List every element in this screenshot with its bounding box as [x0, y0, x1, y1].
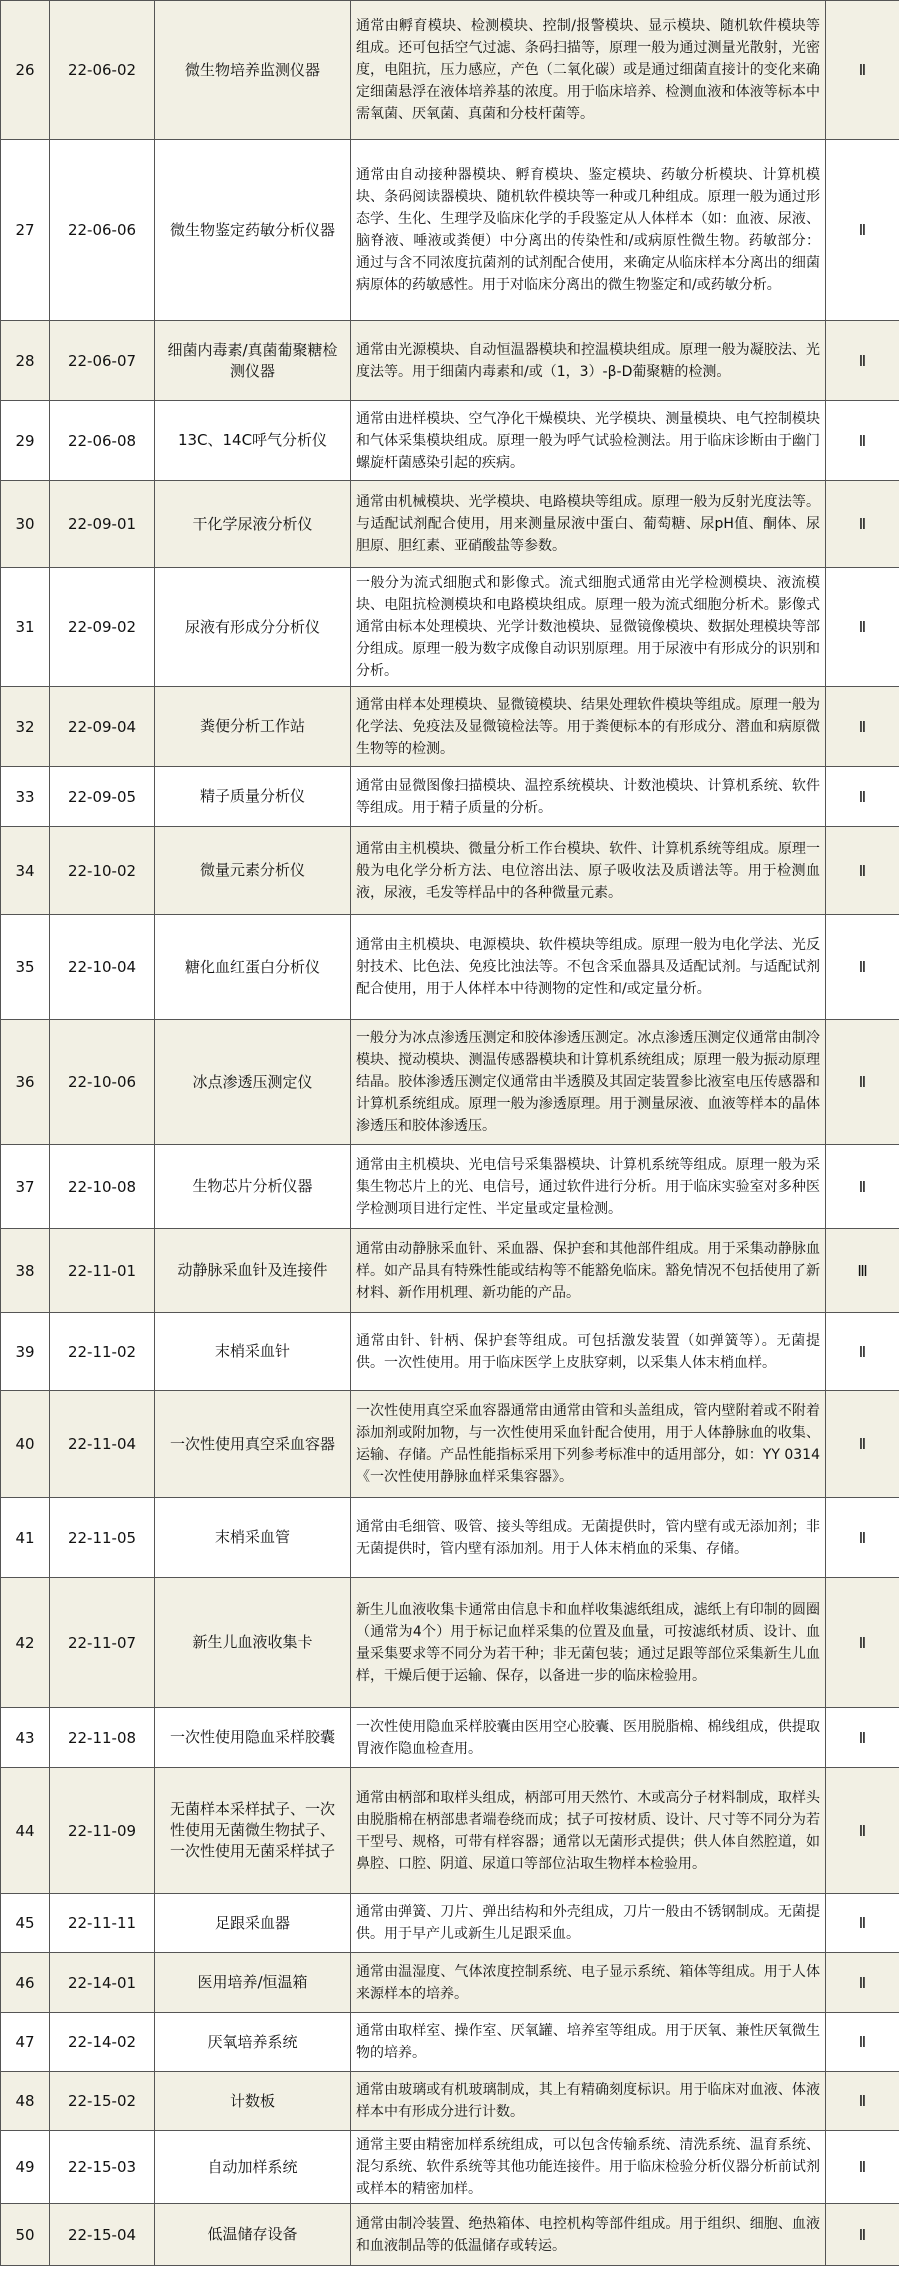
product-description: 通常由动静脉采血针、采血器、保护套和其他部件组成。用于采集动静脉血样。如产品具有特殊性能或结构等不能豁免临床。豁免情况不包括使用了新材料、新作用机理、新功能的产品。: [351, 1229, 826, 1313]
product-description: 通常由主机模块、微量分析工作台模块、软件、计算机系统等组成。原理一般为电化学分析方法、电位溶出法、原子吸收法及质谱法等。用于检测血液，尿液，毛发等样品中的各种微量元素。: [351, 827, 826, 915]
row-number: 46: [1, 1953, 50, 2013]
management-class: Ⅱ: [826, 1313, 899, 1391]
product-description: 通常由针、针柄、保护套等组成。可包括激发装置（如弹簧等）。无菌提供。一次性使用。用于临床医学上皮肤穿刺，以采集人体末梢血样。: [351, 1313, 826, 1391]
category-code: 22-11-09: [50, 1768, 155, 1894]
management-class: Ⅱ: [826, 1953, 899, 2013]
product-name: 糖化血红蛋白分析仪: [155, 915, 351, 1020]
product-description: 通常由机械模块、光学模块、电路模块等组成。原理一般为反射光度法等。与适配试剂配合使用，用来测量尿液中蛋白、葡萄糖、尿pH值、酮体、尿胆原、胆红素、亚硝酸盐等参数。: [351, 481, 826, 568]
row-number: 38: [1, 1229, 50, 1313]
table-row: [1, 568, 899, 687]
product-name: 尿液有形成分分析仪: [155, 568, 351, 687]
product-description: 一次性使用真空采血容器通常由通常由管和头盖组成，管内壁附着或不附着添加剂或附加物，与一次性使用采血针配合使用，用于人体静脉血的收集、运输、存储。产品性能指标采用下列参考标准中的适用部分，如：YY 0314《一次性使用静脉血样采集容器》。: [351, 1391, 826, 1498]
row-number: 32: [1, 687, 50, 767]
management-class: Ⅱ: [826, 1145, 899, 1229]
row-number: 40: [1, 1391, 50, 1498]
product-description: 通常由孵育模块、检测模块、控制/报警模块、显示模块、随机软件模块等组成。还可包括空气过滤、条码扫描等，原理一般为通过测量光散射，光密度，电阻抗，压力感应，产色（二氧化碳）或是通过细菌直接计的变化来确定细菌悬浮在液体培养基的浓度。用于临床培养、检测血液和体液等标本中需氧菌、厌氧菌、真菌和分枝杆菌等。: [351, 1, 826, 140]
table-row: [1, 827, 899, 915]
table-row: [1, 481, 899, 568]
row-number: 44: [1, 1768, 50, 1894]
product-name: 无菌样本采样拭子、一次性使用无菌微生物拭子、一次性使用无菌采样拭子: [155, 1768, 351, 1894]
row-number: 48: [1, 2072, 50, 2131]
category-code: 22-14-02: [50, 2013, 155, 2072]
product-name: 足跟采血器: [155, 1894, 351, 1953]
management-class: Ⅱ: [826, 1894, 899, 1953]
product-description: 一般分为流式细胞式和影像式。流式细胞式通常由光学检测模块、液流模块、电阻抗检测模块和电路模块组成。原理一般为流式细胞分析术。影像式通常由标本处理模块、光学计数池模块、显微镜像模块、数据处理模块等部分组成。原理一般为数字成像自动识别原理。用于尿液中有形成分的识别和分析。: [351, 568, 826, 687]
table-row: [1, 140, 899, 321]
management-class: Ⅱ: [826, 401, 899, 481]
product-name: 微量元素分析仪: [155, 827, 351, 915]
row-number: 49: [1, 2131, 50, 2204]
category-code: 22-11-02: [50, 1313, 155, 1391]
product-description: 通常由光源模块、自动恒温器模块和控温模块组成。原理一般为凝胶法、光度法等。用于细菌内毒素和/或（1，3）-β-D葡聚糖的检测。: [351, 321, 826, 401]
product-description: 通常由弹簧、刀片、弹出结构和外壳组成，刀片一般由不锈钢制成。无菌提供。用于早产儿或新生儿足跟采血。: [351, 1894, 826, 1953]
row-number: 50: [1, 2204, 50, 2266]
product-name: 计数板: [155, 2072, 351, 2131]
management-class: Ⅲ: [826, 1229, 899, 1313]
table-row: [1, 401, 899, 481]
category-code: 22-10-04: [50, 915, 155, 1020]
product-description: 一般分为冰点渗透压测定和胶体渗透压测定。冰点渗透压测定仪通常由制冷模块、搅动模块、测温传感器模块和计算机系统组成；原理一般为振动原理结晶。胶体渗透压测定仪通常由半透膜及其固定装置参比液室电压传感器和计算机系统组成。原理一般为渗透原理。用于测量尿液、血液等样本的晶体渗透压和胶体渗透压。: [351, 1020, 826, 1145]
product-description: 通常由主机模块、电源模块、软件模块等组成。原理一般为电化学法、光反射技术、比色法、免疫比浊法等。不包含采血器具及适配试剂。与适配试剂配合使用，用于人体样本中待测物的定性和/或定量分析。: [351, 915, 826, 1020]
management-class: Ⅱ: [826, 2072, 899, 2131]
table-row: [1, 1894, 899, 1953]
row-number: 42: [1, 1578, 50, 1708]
product-name: 低温储存设备: [155, 2204, 351, 2266]
product-description: 通常由进样模块、空气净化干燥模块、光学模块、测量模块、电气控制模块和气体采集模块组成。原理一般为呼气试验检测法。用于临床诊断由于幽门螺旋杆菌感染引起的疾病。: [351, 401, 826, 481]
product-description: 通常由样本处理模块、显微镜模块、结果处理软件模块等组成。原理一般为化学法、免疫法及显微镜检法等。用于粪便标本的有形成分、潜血和病原微生物等的检测。: [351, 687, 826, 767]
product-description: 一次性使用隐血采样胶囊由医用空心胶囊、医用脱脂棉、棉线组成，供提取胃液作隐血检查用。: [351, 1708, 826, 1768]
category-code: 22-09-05: [50, 767, 155, 827]
table-row: [1, 1391, 899, 1498]
category-code: 22-10-08: [50, 1145, 155, 1229]
table-row: [1, 1, 899, 140]
row-number: 39: [1, 1313, 50, 1391]
category-code: 22-14-01: [50, 1953, 155, 2013]
category-code: 22-06-06: [50, 140, 155, 321]
category-code: 22-10-02: [50, 827, 155, 915]
table-row: [1, 321, 899, 401]
management-class: Ⅱ: [826, 481, 899, 568]
product-description: 通常由玻璃或有机玻璃制成，其上有精确刻度标识。用于临床对血液、体液样本中有形成分进行计数。: [351, 2072, 826, 2131]
table-row: [1, 687, 899, 767]
product-name: 13C、14C呼气分析仪: [155, 401, 351, 481]
product-description: 通常由柄部和取样头组成，柄部可用天然竹、木或高分子材料制成，取样头由脱脂棉在柄部患者端卷绕而成；拭子可按材质、设计、尺寸等不同分为若干型号、规格，可带有样容器；通常以无菌形式提供；供人体自然腔道，如鼻腔、口腔、阴道、尿道口等部位沾取生物样本检验用。: [351, 1768, 826, 1894]
management-class: Ⅱ: [826, 1391, 899, 1498]
management-class: Ⅱ: [826, 1768, 899, 1894]
product-name: 干化学尿液分析仪: [155, 481, 351, 568]
product-name: 生物芯片分析仪器: [155, 1145, 351, 1229]
table-row: [1, 1768, 899, 1894]
management-class: Ⅱ: [826, 1578, 899, 1708]
row-number: 36: [1, 1020, 50, 1145]
table-row: [1, 2204, 899, 2266]
row-number: 43: [1, 1708, 50, 1768]
row-number: 47: [1, 2013, 50, 2072]
row-number: 33: [1, 767, 50, 827]
category-code: 22-09-04: [50, 687, 155, 767]
table-row: [1, 2013, 899, 2072]
product-description: 通常由毛细管、吸管、接头等组成。无菌提供时，管内壁有或无添加剂；非无菌提供时，管内壁有添加剂。用于人体末梢血的采集、存储。: [351, 1498, 826, 1578]
product-name: 末梢采血管: [155, 1498, 351, 1578]
table-row: [1, 1953, 899, 2013]
category-code: 22-11-05: [50, 1498, 155, 1578]
product-name: 自动加样系统: [155, 2131, 351, 2204]
row-number: 45: [1, 1894, 50, 1953]
category-code: 22-09-01: [50, 481, 155, 568]
category-code: 22-10-06: [50, 1020, 155, 1145]
category-code: 22-09-02: [50, 568, 155, 687]
product-name: 精子质量分析仪: [155, 767, 351, 827]
table-row: [1, 767, 899, 827]
management-class: Ⅱ: [826, 2131, 899, 2204]
product-name: 末梢采血针: [155, 1313, 351, 1391]
management-class: Ⅱ: [826, 140, 899, 321]
row-number: 28: [1, 321, 50, 401]
table-row: [1, 1145, 899, 1229]
row-number: 30: [1, 481, 50, 568]
product-description: 新生儿血液收集卡通常由信息卡和血样收集滤纸组成，滤纸上有印制的圆圈（通常为4个）用于标记血样采集的位置及血量，可按滤纸材质、设计、血量采集要求等不同分为若干种；非无菌包装；通过足跟等部位采集新生儿血样，干燥后便于运输、保存，以备进一步的临床检验用。: [351, 1578, 826, 1708]
product-description: 通常由温湿度、气体浓度控制系统、电子显示系统、箱体等组成。用于人体来源样本的培养。: [351, 1953, 826, 2013]
management-class: Ⅱ: [826, 2013, 899, 2072]
row-number: 27: [1, 140, 50, 321]
category-code: 22-11-04: [50, 1391, 155, 1498]
row-number: 26: [1, 1, 50, 140]
category-code: 22-06-08: [50, 401, 155, 481]
product-name: 新生儿血液收集卡: [155, 1578, 351, 1708]
management-class: Ⅱ: [826, 827, 899, 915]
table-row: [1, 1020, 899, 1145]
category-code: 22-15-02: [50, 2072, 155, 2131]
row-number: 29: [1, 401, 50, 481]
management-class: Ⅱ: [826, 915, 899, 1020]
product-name: 微生物培养监测仪器: [155, 1, 351, 140]
product-name: 粪便分析工作站: [155, 687, 351, 767]
row-number: 41: [1, 1498, 50, 1578]
row-number: 34: [1, 827, 50, 915]
category-code: 22-15-04: [50, 2204, 155, 2266]
management-class: Ⅱ: [826, 1708, 899, 1768]
product-name: 动静脉采血针及连接件: [155, 1229, 351, 1313]
management-class: Ⅱ: [826, 687, 899, 767]
category-code: 22-15-03: [50, 2131, 155, 2204]
management-class: Ⅱ: [826, 568, 899, 687]
management-class: Ⅱ: [826, 2204, 899, 2266]
product-description: 通常由取样室、操作室、厌氧罐、培养室等组成。用于厌氧、兼性厌氧微生物的培养。: [351, 2013, 826, 2072]
category-code: 22-11-08: [50, 1708, 155, 1768]
table-row: [1, 1313, 899, 1391]
product-name: 冰点渗透压测定仪: [155, 1020, 351, 1145]
management-class: Ⅱ: [826, 321, 899, 401]
product-name: 一次性使用隐血采样胶囊: [155, 1708, 351, 1768]
management-class: Ⅱ: [826, 1, 899, 140]
product-name: 厌氧培养系统: [155, 2013, 351, 2072]
category-code: 22-11-11: [50, 1894, 155, 1953]
product-description: 通常主要由精密加样系统组成，可以包含传输系统、清洗系统、温育系统、混匀系统、软件系统等其他功能连接件。用于临床检验分析仪器分析前试剂或样本的精密加样。: [351, 2131, 826, 2204]
category-code: 22-11-01: [50, 1229, 155, 1313]
management-class: Ⅱ: [826, 1498, 899, 1578]
row-number: 31: [1, 568, 50, 687]
management-class: Ⅱ: [826, 1020, 899, 1145]
row-number: 35: [1, 915, 50, 1020]
table-row: [1, 1229, 899, 1313]
table-row: [1, 1498, 899, 1578]
table-row: [1, 2072, 899, 2131]
product-name: 医用培养/恒温箱: [155, 1953, 351, 2013]
management-class: Ⅱ: [826, 767, 899, 827]
category-code: 22-06-07: [50, 321, 155, 401]
product-name: 微生物鉴定药敏分析仪器: [155, 140, 351, 321]
product-name: 细菌内毒素/真菌葡聚糖检测仪器: [155, 321, 351, 401]
table-row: [1, 1578, 899, 1708]
table-row: [1, 1708, 899, 1768]
table-row: [1, 2131, 899, 2204]
category-code: 22-06-02: [50, 1, 155, 140]
product-description: 通常由自动接种器模块、孵育模块、鉴定模块、药敏分析模块、计算机模块、条码阅读器模块、随机软件模块等一种或几种组成。原理一般为通过形态学、生化、生理学及临床化学的手段鉴定从人体样本（如：血液、尿液、脑脊液、唾液或粪便）中分离出的传染性和/或病原性微生物。药敏部分：通过与含不同浓度抗菌剂的试剂配合使用，来确定从临床样本分离出的细菌病原体的药敏感性。用于对临床分离出的微生物鉴定和/或药敏分析。: [351, 140, 826, 321]
row-number: 37: [1, 1145, 50, 1229]
table-row: [1, 915, 899, 1020]
category-code: 22-11-07: [50, 1578, 155, 1708]
product-description: 通常由制冷装置、绝热箱体、电控机构等部件组成。用于组织、细胞、血液和血液制品等的低温储存或转运。: [351, 2204, 826, 2266]
product-description: 通常由主机模块、光电信号采集器模块、计算机系统等组成。原理一般为采集生物芯片上的光、电信号，通过软件进行分析。用于临床实验室对多种医学检测项目进行定性、半定量或定量检测。: [351, 1145, 826, 1229]
product-name: 一次性使用真空采血容器: [155, 1391, 351, 1498]
product-description: 通常由显微图像扫描模块、温控系统模块、计数池模块、计算机系统、软件等组成。用于精子质量的分析。: [351, 767, 826, 827]
